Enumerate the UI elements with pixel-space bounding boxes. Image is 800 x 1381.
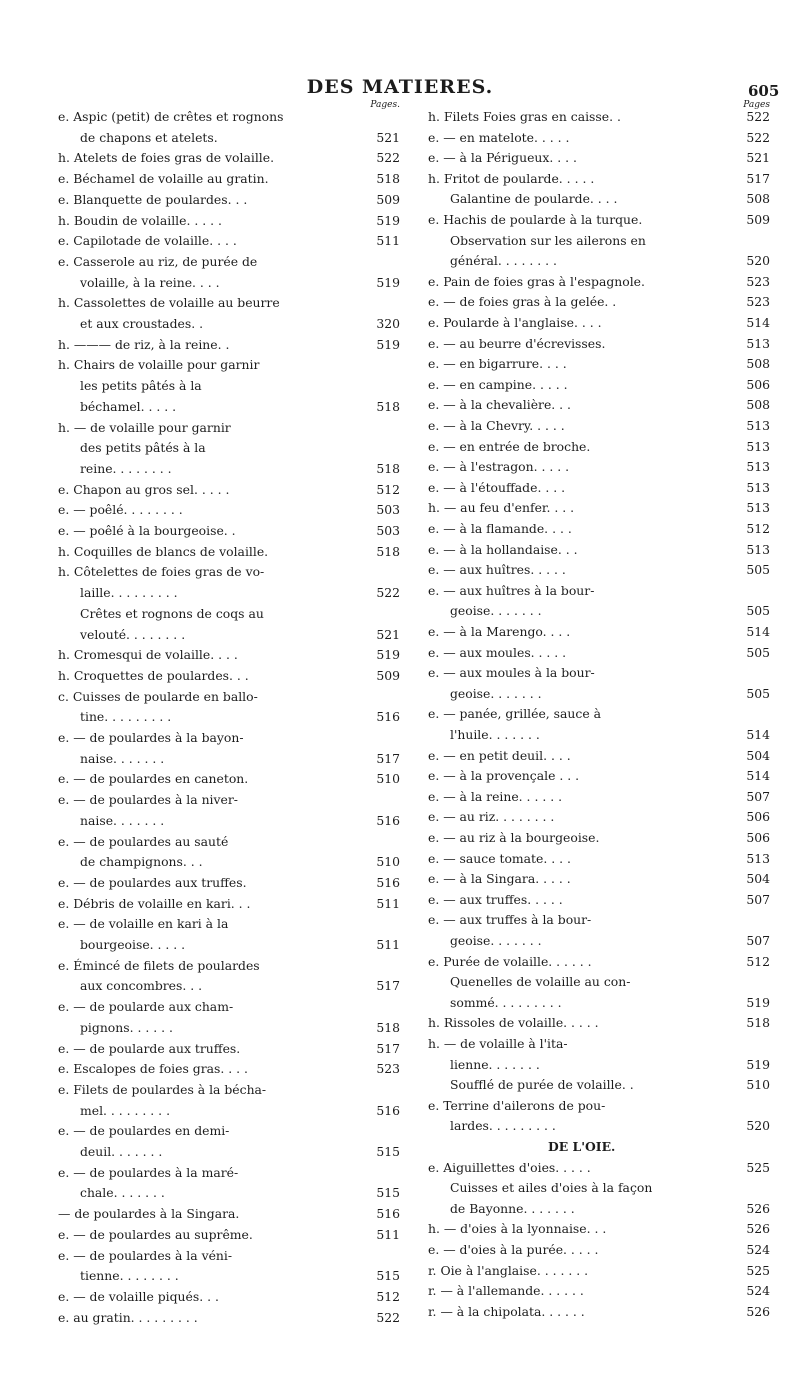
entry-text: geoise. . . . . . . — [450, 603, 542, 619]
entry-text: lardes. . . . . . . . . — [450, 1118, 556, 1134]
entry-page: 525 — [746, 1262, 770, 1278]
entry-page: 526 — [746, 1221, 770, 1237]
entry-page: 513 — [746, 541, 770, 557]
entry-text: de Bayonne. . . . . . . — [450, 1200, 575, 1216]
entry-text: h. Cassolettes de volaille au beurre — [58, 295, 280, 311]
entry-page: 512 — [746, 953, 770, 969]
entry-text: e. — de volaille en kari à la — [58, 916, 229, 932]
entry-text: e. — aux truffes à la bour- — [428, 912, 592, 928]
entry-page: 515 — [376, 1144, 400, 1159]
entry-page: 504 — [746, 747, 770, 763]
entry-text: aux concombres. . . — [80, 978, 203, 994]
entry-text: e. — aux huîtres à la bour- — [428, 582, 595, 598]
entry-page: 320 — [376, 316, 400, 331]
entry-page: 510 — [746, 1077, 770, 1093]
entry-page: 513 — [746, 500, 770, 516]
entry-text: sommé. . . . . . . . . — [450, 994, 562, 1010]
entry-text: e. — de poulardes à la véni- — [58, 1247, 233, 1263]
entry-page: 522 — [376, 1309, 400, 1325]
entry-text: e. — de foies gras à la gelée. . — [428, 294, 617, 310]
entry-page: 517 — [376, 978, 400, 994]
entry-text: h. Boudin de volaille. . . . . — [58, 212, 222, 228]
entry-text: e. Pain de foies gras à l'espagnole. — [428, 273, 645, 289]
entry-text: h. Rissoles de volaille. . . . . — [428, 1015, 599, 1031]
entry-text: et aux croustades. . — [80, 316, 204, 331]
entry-text: h. Chairs de volaille pour garnir — [58, 357, 260, 373]
entry-text: velouté. . . . . . . . — [80, 626, 186, 642]
entry-text: bourgeoise. . . . . — [80, 937, 186, 952]
entry-page: 521 — [376, 626, 400, 642]
entry-text: DE L'OIE. — [548, 1139, 616, 1154]
entry-text: deuil. . . . . . . — [80, 1144, 163, 1159]
entry-text: e. Aspic (petit) de crêtes et rognons — [58, 109, 284, 124]
entry-page: 505 — [746, 644, 770, 660]
entry-text: e. — de poulardes à la niver- — [58, 792, 238, 808]
entry-text: e. — de volaille piqués. . . — [58, 1288, 219, 1304]
entry-text: e. Casserole au riz, de purée de — [58, 253, 258, 269]
entry-page: 512 — [376, 481, 400, 497]
entry-text: e. — à la Marengo. . . . — [428, 624, 571, 639]
entry-text: e. Aiguillettes d'oies. . . . . — [428, 1159, 591, 1175]
entry-text: e. au gratin. . . . . . . . . — [58, 1309, 198, 1325]
entry-page: 513 — [746, 438, 770, 454]
entry-page: 511 — [376, 937, 400, 952]
entry-text: Soufflé de purée de volaille. . — [450, 1077, 634, 1093]
entry-page: 513 — [746, 418, 770, 433]
entry-text: h. Fritot de poularde. . . . . — [428, 170, 595, 186]
entry-page: 523 — [376, 1061, 400, 1077]
entry-text: h. — de volaille à l'ita- — [428, 1036, 568, 1051]
entry-text: e. — de poulardes à la bayon- — [58, 730, 244, 745]
entry-page: 522 — [746, 129, 770, 145]
entry-text: r. — à l'allemande. . . . . . — [428, 1283, 584, 1299]
entry-text: h. ——— de riz, à la reine. . — [58, 336, 230, 352]
entry-text: e. — sauce tomate. . . . — [428, 850, 571, 866]
entry-text: e. — de poulardes en caneton. — [58, 771, 249, 787]
entry-page: 511 — [376, 895, 400, 911]
entry-text: e. — en petit deuil. . . . — [428, 747, 571, 763]
entry-page: 523 — [746, 294, 770, 310]
entry-text: c. Cuisses de poularde en ballo- — [58, 688, 258, 704]
entry-page: 509 — [376, 191, 400, 207]
entry-page: 513 — [746, 335, 770, 351]
entry-text: e. Chapon au gros sel. . . . . — [58, 481, 230, 497]
entry-text: r. — à la chipolata. . . . . . — [428, 1303, 585, 1319]
entry-page: 508 — [746, 397, 770, 413]
entry-text: geoise. . . . . . . — [450, 933, 542, 948]
entry-text: geoise. . . . . . . — [450, 685, 542, 701]
entry-text: h. Atelets de foies gras de volaille. — [58, 150, 275, 166]
entry-page: 518 — [376, 398, 400, 414]
entry-text: tine. . . . . . . . . — [80, 709, 172, 725]
entry-page: 506 — [746, 830, 770, 845]
entry-text: e. — en campine. . . . . — [428, 376, 568, 392]
entry-page: 526 — [746, 1303, 770, 1319]
entry-page: 505 — [746, 603, 770, 619]
entry-page: 506 — [746, 809, 770, 825]
entry-text: e. — de poulardes au sauté — [58, 833, 229, 849]
entry-text: Quenelles de volaille au con- — [450, 974, 631, 990]
entry-page: 515 — [376, 1268, 400, 1284]
entry-text: e. — à la Chevry. . . . . — [428, 418, 565, 433]
entry-text: Observation sur les ailerons en — [450, 232, 646, 248]
entry-page: 518 — [376, 460, 400, 476]
page-number: 605 — [748, 82, 780, 100]
entry-page: 507 — [746, 788, 770, 804]
entry-text: e. — de poularde aux cham- — [58, 999, 234, 1015]
entry-page: 511 — [376, 1226, 400, 1242]
entry-page: 509 — [376, 667, 400, 683]
entry-text: laille. . . . . . . . . — [80, 585, 178, 601]
entry-page: 521 — [376, 129, 400, 145]
entry-text: e. — au riz. . . . . . . . — [428, 809, 555, 825]
entry-text: Crêtes et rognons de coqs au — [80, 605, 264, 621]
entry-text: e. Hachis de poularde à la turque. — [428, 212, 643, 227]
entry-text: de chapons et atelets. — [80, 129, 218, 145]
entry-page: 514 — [746, 727, 770, 742]
entry-page: 507 — [746, 933, 770, 948]
entry-text: e. — à l'étouffade. . . . — [428, 479, 566, 495]
entry-page: 507 — [746, 891, 770, 907]
entry-page: 518 — [746, 1015, 770, 1031]
entry-text: e. — à la hollandaise. . . — [428, 541, 578, 557]
entry-text: des petits pâtés à la — [80, 440, 206, 456]
entry-text: e. Filets de poulardes à la bécha- — [58, 1081, 267, 1097]
entry-text: e. — à la chevalière. . . — [428, 397, 572, 413]
entry-page: 516 — [376, 1102, 400, 1118]
entry-page: 508 — [746, 356, 770, 372]
entry-text: h. Cromesqui de volaille. . . . — [58, 647, 238, 663]
entry-text: h. Coquilles de blancs de volaille. — [58, 543, 269, 559]
entry-page: 506 — [746, 376, 770, 392]
entry-page: 514 — [746, 768, 770, 784]
entry-text: e. — à la Périgueux. . . . — [428, 150, 577, 166]
entry-page: 526 — [746, 1200, 770, 1216]
entry-text: h. — de volaille pour garnir — [58, 419, 231, 435]
entry-text: e. Béchamel de volaille au gratin. — [58, 171, 269, 187]
entry-text: h. — d'oies à la lyonnaise. . . — [428, 1221, 607, 1237]
entry-text: e. — de poulardes au suprême. — [58, 1226, 253, 1242]
entry-text: tienne. . . . . . . . — [80, 1268, 179, 1284]
entry-text: e. — au beurre d'écrevisses. — [428, 335, 606, 351]
entry-page: 519 — [376, 647, 400, 663]
entry-text: h. Filets Foies gras en caisse. . — [428, 109, 621, 124]
entry-text: e. — aux moules. . . . . — [428, 644, 567, 660]
entry-page: 521 — [746, 150, 770, 166]
entry-text: e. — en entrée de broche. — [428, 438, 591, 454]
entry-text: h. Côtelettes de foies gras de vo- — [58, 564, 265, 580]
entry-page: 519 — [376, 212, 400, 228]
left-column-heading: Pages. — [370, 100, 400, 110]
entry-page: 514 — [746, 315, 770, 330]
entry-page: 513 — [746, 479, 770, 495]
entry-text: e. — aux moules à la bour- — [428, 665, 595, 681]
entry-text: e. — d'oies à la purée. . . . . — [428, 1242, 599, 1257]
entry-text: e. — panée, grillée, sauce à — [428, 706, 601, 722]
entry-page: 522 — [746, 109, 770, 124]
entry-page: 518 — [376, 543, 400, 559]
entry-text: béchamel. . . . . — [80, 398, 177, 414]
entry-page: 519 — [746, 994, 770, 1010]
entry-page: 516 — [376, 709, 400, 725]
entry-page: 517 — [376, 750, 400, 766]
entry-text: pignons. . . . . . — [80, 1019, 173, 1035]
entry-text: e. — de poulardes aux truffes. — [58, 874, 247, 890]
entry-text: Cuisses et ailes d'oies à la façon — [450, 1180, 653, 1196]
entry-page: 512 — [746, 521, 770, 536]
entry-page: 519 — [376, 274, 400, 290]
entry-page: 517 — [746, 170, 770, 186]
entry-page: 515 — [376, 1185, 400, 1201]
entry-text: naise. . . . . . . — [80, 750, 165, 766]
entry-text: e. — en bigarrure. . . . — [428, 356, 567, 372]
entry-text: e. Blanquette de poulardes. . . — [58, 191, 248, 207]
entry-page: 525 — [746, 1159, 770, 1175]
entry-page: 522 — [376, 585, 400, 601]
entry-text: reine. . . . . . . . — [80, 460, 172, 476]
entry-page: 510 — [376, 854, 400, 870]
entry-page: 503 — [376, 502, 400, 518]
entry-text: h. — au feu d'enfer. . . . — [428, 500, 575, 516]
entry-page: 516 — [376, 874, 400, 890]
entry-text: e. Émincé de filets de poulardes — [58, 957, 260, 973]
entry-text: e. — poêlé à la bourgeoise. . — [58, 523, 236, 538]
entry-text: de champignons. . . — [80, 854, 203, 870]
entry-text: e. Capilotade de volaille. . . . — [58, 233, 237, 249]
entry-text: lienne. . . . . . . — [450, 1056, 540, 1072]
entry-text: les petits pâtés à la — [80, 378, 202, 394]
entry-text: e. Poularde à l'anglaise. . . . — [428, 315, 602, 330]
entry-page: 513 — [746, 850, 770, 866]
entry-page: 503 — [376, 523, 400, 538]
entry-text: l'huile. . . . . . . — [450, 727, 540, 742]
entry-page: 504 — [746, 871, 770, 887]
entry-page: 519 — [746, 1056, 770, 1072]
entry-text: Galantine de poularde. . . . — [450, 191, 618, 207]
entry-text: e. — en matelote. . . . . — [428, 129, 570, 145]
entry-text: e. Débris de volaille en kari. . . — [58, 895, 251, 911]
entry-text: e. Terrine d'ailerons de pou- — [428, 1097, 606, 1113]
entry-page: 523 — [746, 273, 770, 289]
entry-text: volaille, à la reine. . . . — [80, 274, 220, 290]
entry-text: chale. . . . . . . — [80, 1185, 165, 1201]
entry-page: 508 — [746, 191, 770, 207]
entry-page: 510 — [376, 771, 400, 787]
entry-page: 518 — [376, 1019, 400, 1035]
entry-text: e. — de poulardes en demi- — [58, 1123, 230, 1139]
entry-page: 505 — [746, 685, 770, 701]
entry-text: e. — de poulardes à la maré- — [58, 1164, 239, 1180]
entry-page: 518 — [376, 171, 400, 187]
entry-page: 520 — [746, 253, 770, 269]
entry-page: 520 — [746, 1118, 770, 1134]
entry-text: e. — de poularde aux truffes. — [58, 1040, 241, 1056]
entry-page: 524 — [746, 1283, 770, 1299]
entry-text: e. — à la flamande. . . . — [428, 521, 572, 536]
entry-text: e. — aux huîtres. . . . . — [428, 562, 566, 578]
entry-text: général. . . . . . . . — [450, 253, 557, 269]
entry-page: 516 — [376, 812, 400, 828]
entry-page: 519 — [376, 336, 400, 352]
entry-text: mel. . . . . . . . . — [80, 1102, 171, 1118]
entry-page: 517 — [376, 1040, 400, 1056]
entry-text: r. Oie à l'anglaise. . . . . . . — [428, 1262, 589, 1278]
entry-text: e. — au riz à la bourgeoise. — [428, 830, 600, 845]
entry-text: e. — à l'estragon. . . . . — [428, 459, 570, 475]
entry-page: 505 — [746, 562, 770, 578]
entry-page: 512 — [376, 1288, 400, 1304]
entry-text: naise. . . . . . . — [80, 812, 165, 828]
entry-page: 513 — [746, 459, 770, 475]
entry-text: h. Croquettes de poulardes. . . — [58, 667, 249, 683]
entry-text: — de poulardes à la Singara. — [58, 1206, 240, 1222]
entry-text: e. Escalopes de foies gras. . . . — [58, 1061, 248, 1077]
entry-page: 509 — [746, 212, 770, 227]
entry-page: 524 — [746, 1242, 770, 1257]
entry-text: e. — à la reine. . . . . . — [428, 788, 563, 804]
entry-text: e. — à la provençale . . . — [428, 768, 580, 784]
entry-text: e. — à la Singara. . . . . — [428, 871, 571, 887]
entry-page: 514 — [746, 624, 770, 639]
entry-page: 511 — [376, 233, 400, 249]
entry-text: e. Purée de volaille. . . . . . — [428, 953, 592, 969]
right-column-heading: Pages — [743, 100, 770, 110]
entry-page: 522 — [376, 150, 400, 166]
entry-text: e. — poêlé. . . . . . . . — [58, 502, 183, 518]
running-head: DES MATIERES. — [306, 76, 494, 98]
entry-page: 516 — [376, 1206, 400, 1222]
entry-text: e. — aux truffes. . . . . — [428, 891, 563, 907]
